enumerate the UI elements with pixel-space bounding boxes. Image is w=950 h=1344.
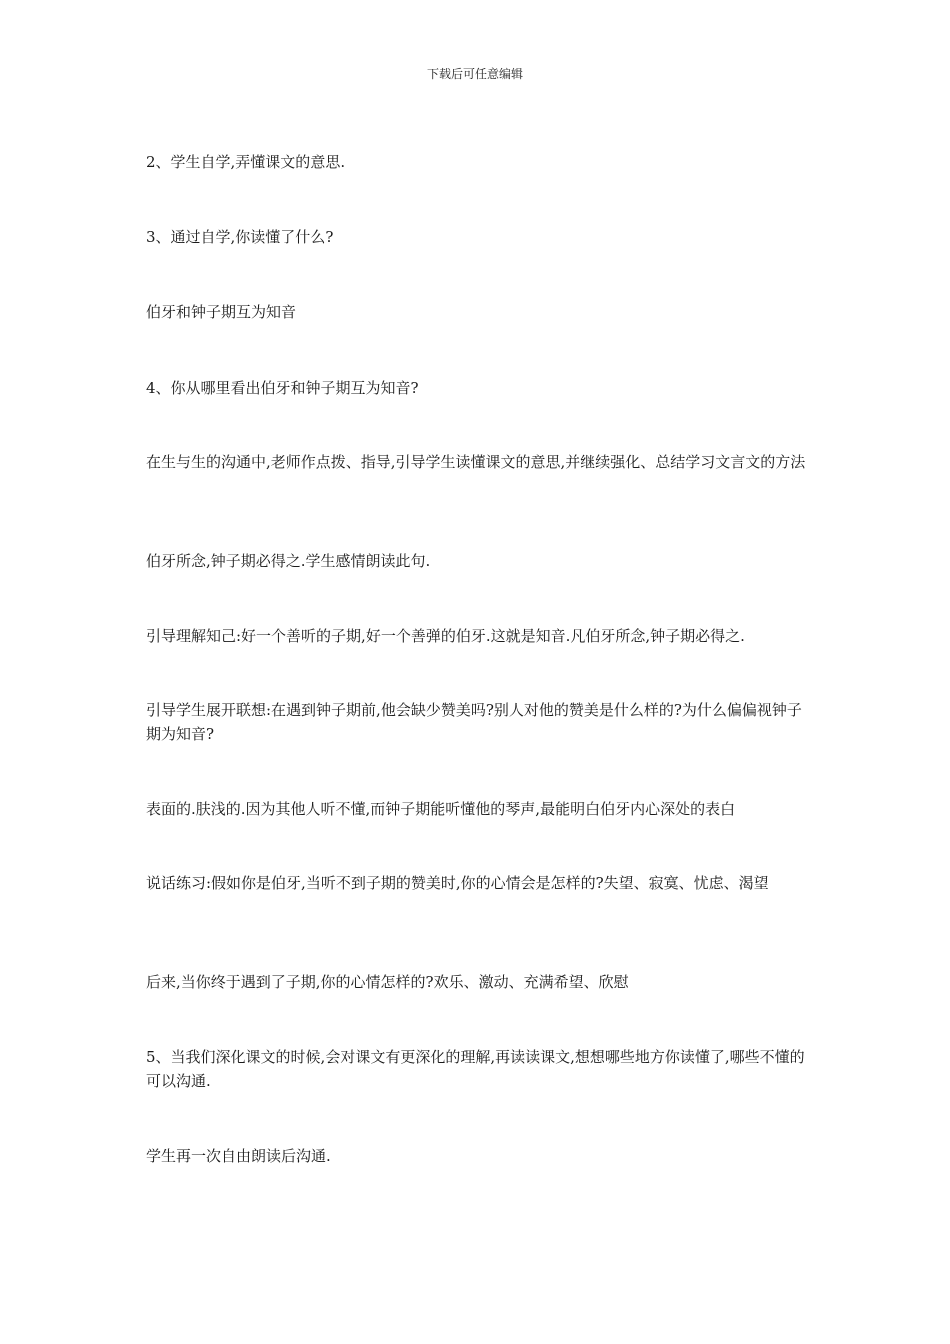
paragraph-step-3: 3、通过自学,你读懂了什么? xyxy=(146,228,334,246)
paragraph-speaking-practice: 说话练习:假如你是伯牙,当听不到子期的赞美时,你的心情会是怎样的?失望、寂寞、忧虑、渴望 xyxy=(146,874,769,892)
paragraph-step-4: 4、你从哪里看出伯牙和钟子期互为知音? xyxy=(146,379,419,397)
paragraph-step-5: 5、当我们深化课文的时候,会对课文有更深化的理解,再读读课文,想想哪些地方你读懂了,哪些不懂的可以沟通. xyxy=(146,1048,805,1090)
paragraph-reread: 学生再一次自由朗读后沟通. xyxy=(146,1147,331,1165)
paragraph-zhiji: 引导理解知己:好一个善听的子期,好一个善弹的伯牙.这就是知音.凡伯牙所念,钟子期必得之. xyxy=(146,627,745,645)
paragraph-houlai: 后来,当你终于遇到了子期,你的心情怎样的?欢乐、激动、充满希望、欣慰 xyxy=(146,973,629,991)
paragraph-zhiyin: 伯牙和钟子期互为知音 xyxy=(146,303,297,321)
paragraph-boya-nian: 伯牙所念,钟子期必得之.学生感情朗读此句. xyxy=(146,552,431,570)
paragraph-step-2: 2、学生自学,弄懂课文的意思. xyxy=(146,153,346,171)
page-header: 下载后可任意编辑 xyxy=(426,67,523,81)
paragraph-biaomian: 表面的.肤浅的.因为其他人听不懂,而钟子期能听懂他的琴声,最能明白伯牙内心深处的表白 xyxy=(146,800,736,818)
paragraph-lianxiang: 引导学生展开联想:在遇到钟子期前,他会缺少赞美吗?别人对他的赞美是什么样的?为什么偏偏视钟子期为知音? xyxy=(146,701,802,743)
paragraph-communication: 在生与生的沟通中,老师作点拨、指导,引导学生读懂课文的意思,并继续强化、总结学习文言文的方法 xyxy=(146,453,806,471)
